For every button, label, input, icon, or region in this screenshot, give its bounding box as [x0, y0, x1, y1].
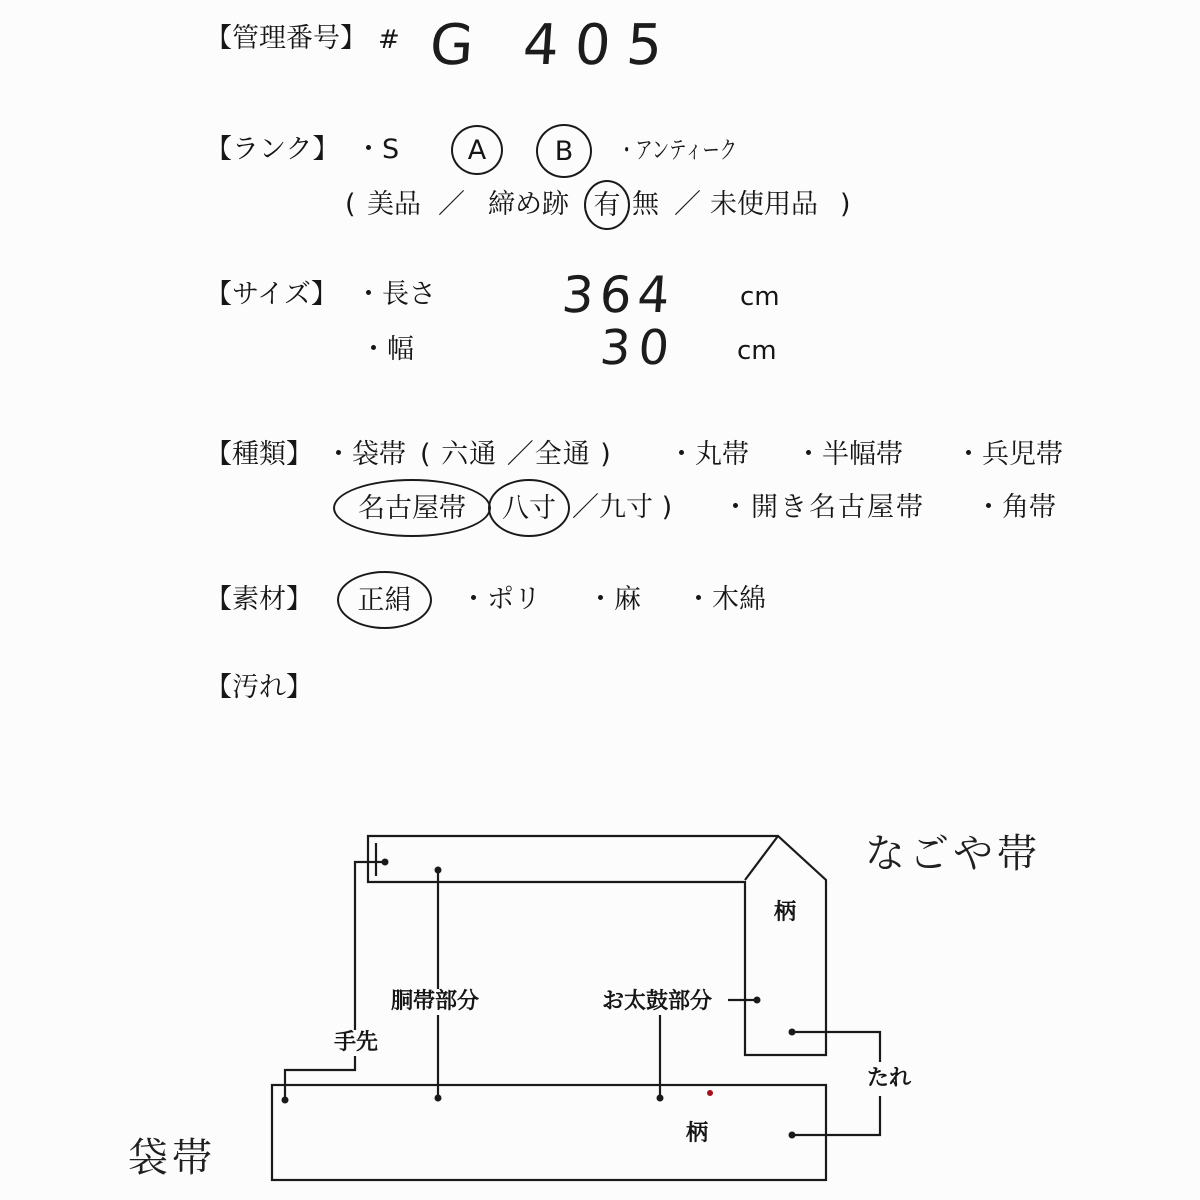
type-hiraki-nagoya-obi: ・開き名古屋帯: [722, 492, 925, 523]
material-silk: 正絹: [337, 571, 432, 629]
type-heko-obi: ・兵児帯: [955, 439, 1063, 470]
tare-lower-leader-line: [792, 1096, 880, 1135]
taiko-part-lower-dot: [657, 1095, 664, 1102]
tare-upper-leader-line: [792, 1032, 880, 1062]
tesaki-label: 手先: [334, 1030, 379, 1055]
rank-option-b: B: [536, 124, 592, 178]
stain-label: 【汚れ】: [205, 672, 313, 703]
management-hash: #: [378, 25, 400, 55]
condition-separator: ／: [438, 189, 465, 220]
type-hassun: 八寸: [488, 479, 570, 537]
material-hemp: ・麻: [587, 584, 641, 615]
pattern-label-upper: 柄: [774, 900, 797, 925]
size-width-unit: cm: [737, 336, 777, 366]
condition-no: 無: [632, 189, 659, 220]
size-width-label: ・幅: [360, 334, 414, 365]
nagoya-obi-fold-line: [745, 836, 778, 880]
taiko-part-upper-dot: [754, 997, 761, 1004]
condition-yes: 有: [584, 180, 630, 230]
type-fukuro-obi-sub: ( 六通 ／全通 ): [420, 439, 612, 470]
type-kyusun: ／九寸 ): [572, 492, 673, 523]
tesaki-leader-line: [285, 862, 385, 1100]
body-part-label: 胴帯部分: [391, 989, 480, 1014]
type-fukuro-obi: ・袋帯: [325, 439, 406, 470]
fukuro-obi-outline: [272, 1085, 826, 1180]
material-cotton: ・木綿: [685, 584, 766, 615]
condition-open-paren: (: [345, 189, 356, 220]
tare-upper-dot: [789, 1029, 796, 1036]
tare-lower-dot: [789, 1132, 796, 1139]
size-label: 【サイズ】: [205, 279, 338, 310]
tare-label: たれ: [867, 1066, 912, 1091]
condition-close-paren: ): [840, 189, 851, 220]
rank-label: 【ランク】: [205, 134, 340, 165]
stain-mark-dot: [707, 1090, 713, 1096]
size-width-value-handwritten: 30: [598, 320, 680, 376]
nagoya-obi-title: なごや帯: [865, 831, 1041, 877]
body-part-upper-dot: [435, 867, 442, 874]
body-part-lower-dot: [435, 1095, 442, 1102]
material-poly: ・ポリ: [460, 584, 541, 615]
type-hanhaba-obi: ・半幅帯: [795, 439, 903, 470]
tesaki-lower-dot: [282, 1097, 289, 1104]
management-number-handwritten: G 405: [427, 13, 681, 78]
material-label: 【素材】: [205, 584, 313, 615]
size-length-label: ・長さ: [355, 279, 436, 310]
tesaki-upper-dot: [382, 859, 389, 866]
taiko-part-label: お太鼓部分: [602, 989, 713, 1014]
rank-option-a: A: [451, 125, 503, 175]
rank-option-s: ・S: [355, 134, 400, 165]
condition-mint: 美品: [367, 189, 421, 220]
size-length-value-handwritten: 364: [559, 266, 678, 324]
condition-unused: 未使用品: [710, 189, 818, 220]
type-label: 【種類】: [205, 439, 313, 470]
management-label: 【管理番号】: [205, 23, 367, 54]
condition-separator: ／: [674, 189, 701, 220]
type-nagoya-obi: 名古屋帯: [333, 479, 491, 537]
type-maru-obi: ・丸帯: [668, 439, 749, 470]
type-kaku-obi: ・角帯: [975, 492, 1056, 523]
fukuro-obi-title: 袋帯: [128, 1135, 216, 1181]
size-length-unit: cm: [740, 282, 780, 312]
condition-tie-marks: 締め跡: [488, 189, 569, 220]
pattern-label-lower: 柄: [686, 1121, 709, 1146]
rank-option-antique: ・アンティーク: [618, 136, 737, 164]
